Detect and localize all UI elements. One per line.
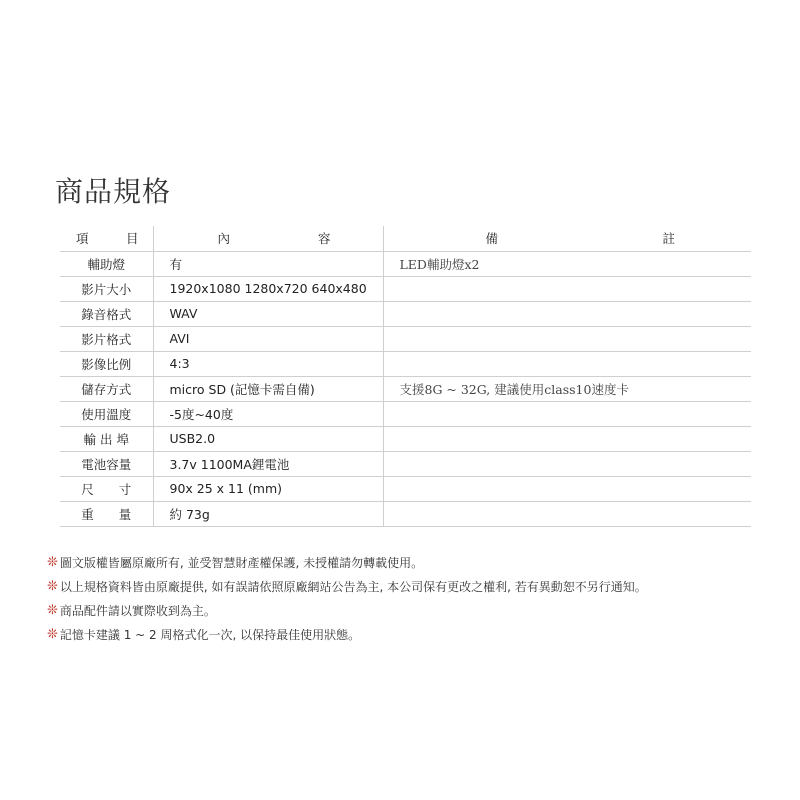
table-row [60, 501, 751, 526]
spec-value: USB2.0 [153, 426, 383, 451]
table-header-row [60, 226, 751, 251]
header-content: 內 容 [153, 226, 383, 251]
spec-note: 支援8G ~ 32G, 建議使用class10速度卡 [383, 376, 751, 401]
note-text: 以上規格資料皆由原廠提供, 如有誤請依照原廠網站公告為主, 本公司保有更改之權利, 若有異動恕不另行通知。 [59, 580, 647, 594]
spec-label: 影像比例 [60, 351, 153, 376]
note-item [47, 551, 647, 575]
spec-value: 4:3 [153, 351, 383, 376]
spec-label: 輔助燈 [60, 251, 153, 276]
spec-value: 有 [153, 251, 383, 276]
note-item [47, 599, 647, 623]
spec-table [60, 226, 751, 527]
table-row [60, 276, 751, 301]
note-text: 記憶卡建議 1 ~ 2 周格式化一次, 以保持最佳使用狀態。 [59, 628, 361, 642]
asterisk-mark-icon: ❊ [47, 627, 58, 642]
note-text: 圖文版權皆屬原廠所有, 並受智慧財產權保護, 未授權請勿轉載使用。 [59, 556, 424, 570]
table-row [60, 301, 751, 326]
spec-value: 90x 25 x 11 (mm) [153, 476, 383, 501]
spec-note [383, 301, 751, 326]
asterisk-mark-icon: ❊ [47, 555, 58, 570]
spec-label: 電池容量 [60, 451, 153, 476]
spec-label: 影片大小 [60, 276, 153, 301]
page-title: 商品規格 [55, 175, 172, 208]
table-row [60, 376, 751, 401]
table-row [60, 476, 751, 501]
disclaimer-notes [47, 551, 647, 647]
spec-note [383, 401, 751, 426]
spec-note [383, 501, 751, 526]
spec-label: 輸 出 埠 [60, 426, 153, 451]
spec-value: WAV [153, 301, 383, 326]
spec-label: 使用溫度 [60, 401, 153, 426]
spec-value: -5度~40度 [153, 401, 383, 426]
spec-label: 影片格式 [60, 326, 153, 351]
table-row [60, 426, 751, 451]
spec-note [383, 326, 751, 351]
table-row [60, 401, 751, 426]
table-row [60, 326, 751, 351]
spec-label: 重 量 [60, 501, 153, 526]
spec-value: micro SD (記憶卡需自備) [153, 376, 383, 401]
spec-note [383, 451, 751, 476]
table-row [60, 451, 751, 476]
header-item: 項 目 [60, 226, 153, 251]
table-row [60, 251, 751, 276]
spec-note [383, 476, 751, 501]
note-item [47, 623, 647, 647]
spec-label: 儲存方式 [60, 376, 153, 401]
spec-value: 3.7v 1100MA鋰電池 [153, 451, 383, 476]
note-text: 商品配件請以實際收到為主。 [59, 604, 216, 618]
spec-note [383, 276, 751, 301]
spec-label: 尺 寸 [60, 476, 153, 501]
spec-label: 錄音格式 [60, 301, 153, 326]
spec-note [383, 351, 751, 376]
note-item [47, 575, 647, 599]
spec-note: LED輔助燈x2 [383, 251, 751, 276]
spec-note [383, 426, 751, 451]
spec-value: 1920x1080 1280x720 640x480 [153, 276, 383, 301]
asterisk-mark-icon: ❊ [47, 579, 58, 594]
table-row [60, 351, 751, 376]
header-note: 備 註 [383, 226, 751, 251]
asterisk-mark-icon: ❊ [47, 603, 58, 618]
spec-value: AVI [153, 326, 383, 351]
spec-value: 約 73g [153, 501, 383, 526]
